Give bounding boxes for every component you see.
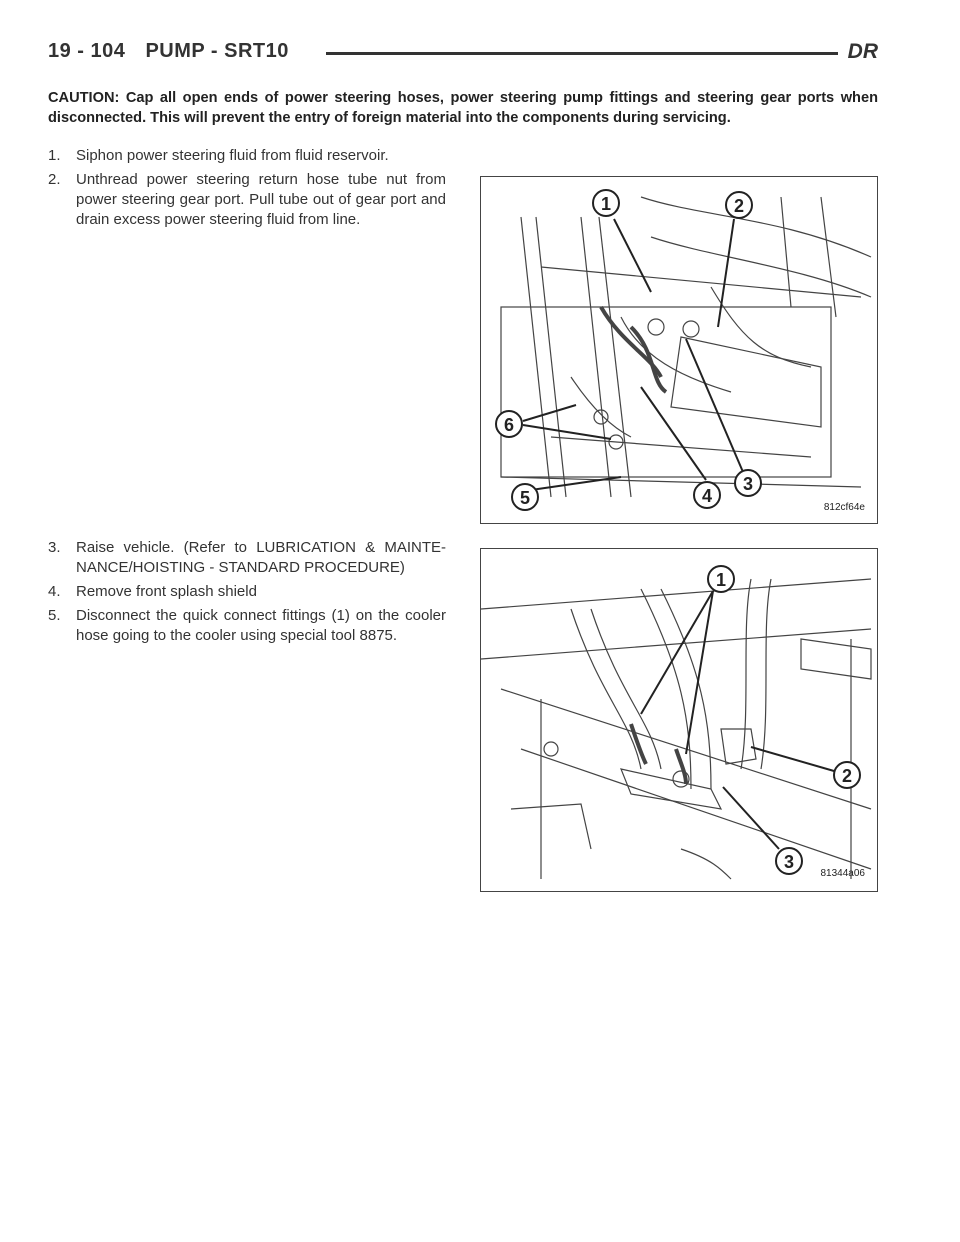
- page-reference: 19 - 104: [48, 40, 126, 62]
- step-3: [48, 538, 446, 578]
- callout-label: 1: [600, 194, 612, 214]
- step-4: [48, 582, 446, 602]
- section-title: PUMP - SRT10: [145, 40, 289, 62]
- cooler-hose-illustration: [481, 549, 877, 891]
- callout-label: 1: [715, 570, 727, 590]
- figure-id: 81344a06: [820, 868, 865, 879]
- step-text: Disconnect the quick connect fittings (1) on the cooler hose going to the cooler using special tool 8875.: [76, 607, 446, 644]
- callout-label: 5: [519, 488, 531, 508]
- model-code: DR: [847, 40, 878, 63]
- step-number: 4.: [48, 583, 61, 600]
- figure-cooler-quick-connect: [480, 548, 878, 892]
- step-text: Siphon power steering fluid from fluid reservoir.: [76, 147, 389, 164]
- step-2: [48, 170, 446, 230]
- callout-label: 2: [841, 766, 853, 786]
- step-number: 3.: [48, 539, 61, 556]
- callout-label: 4: [701, 486, 713, 506]
- callout-label: 2: [733, 196, 745, 216]
- step-text: Raise vehicle. (Refer to LUBRICATION & MAINTE-NANCE/HOISTING - STANDARD PROCEDURE): [76, 539, 446, 576]
- engine-bay-illustration: [481, 177, 877, 523]
- figure-power-steering-lines: [480, 176, 878, 524]
- step-number: 5.: [48, 607, 61, 624]
- callout-label: 3: [742, 474, 754, 494]
- step-1: [48, 146, 446, 166]
- step-number: 1.: [48, 147, 61, 164]
- step-text: Unthread power steering return hose tube nut from power steering gear port. Pull tube out of gear port and drain excess power steering fluid from line.: [76, 171, 446, 228]
- step-5: [48, 606, 446, 646]
- header-left: [48, 40, 303, 63]
- callout-label: 6: [503, 415, 515, 435]
- page-header: [48, 40, 878, 66]
- step-text: Remove front splash shield: [76, 583, 257, 600]
- header-rule: [326, 52, 838, 55]
- figure-id: 812cf64e: [823, 502, 865, 513]
- step-number: 2.: [48, 171, 61, 188]
- callout-label: 3: [783, 852, 795, 872]
- caution-note: CAUTION: Cap all open ends of power steering hoses, power steering pump fittings and steering gear ports when disconnected. This will prevent the entry of foreign material into the components during servicing.: [48, 90, 878, 126]
